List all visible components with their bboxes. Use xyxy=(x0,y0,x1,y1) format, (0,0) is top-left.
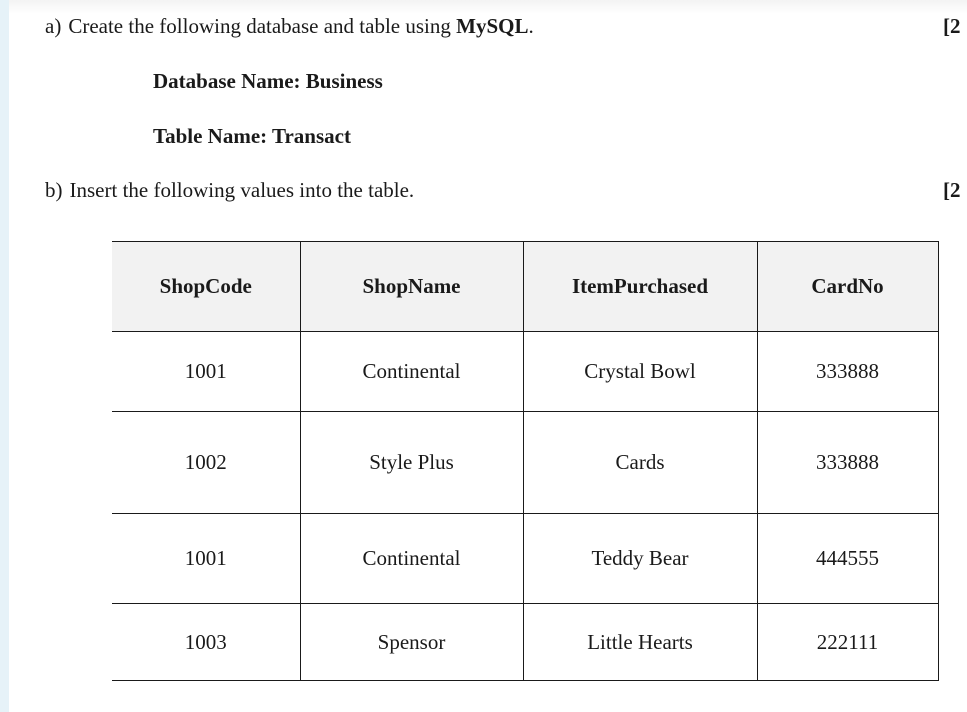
question-b-line xyxy=(45,178,414,203)
cell-shopname: Style Plus xyxy=(300,412,523,514)
table-name-line: Table Name: Transact xyxy=(153,124,351,148)
table-row xyxy=(112,332,938,412)
question-b-marker: b) xyxy=(45,178,63,202)
cell-shopcode: 1002 xyxy=(112,412,300,514)
table-row xyxy=(112,514,938,604)
cell-itempurchased: Cards xyxy=(523,412,757,514)
cell-shopname: Continental xyxy=(300,514,523,604)
cell-itempurchased: Crystal Bowl xyxy=(523,332,757,412)
question-a-text: Create the following database and table using xyxy=(68,14,451,38)
left-margin-strip xyxy=(0,0,9,712)
question-a-marker: a) xyxy=(45,14,62,38)
table-header-row xyxy=(112,242,938,332)
cell-shopname: Continental xyxy=(300,332,523,412)
table-row xyxy=(112,604,938,681)
header-cardno: CardNo xyxy=(757,242,938,332)
question-a-line xyxy=(45,14,534,39)
cell-itempurchased: Teddy Bear xyxy=(523,514,757,604)
question-a-marks: [2 xyxy=(943,14,961,38)
cell-shopcode: 1001 xyxy=(112,332,300,412)
database-name-line: Database Name: Business xyxy=(153,69,383,93)
question-a-bold-term: MySQL xyxy=(456,14,529,38)
question-a-end: . xyxy=(528,14,534,38)
cell-shopcode: 1001 xyxy=(112,514,300,604)
question-b-text: Insert the following values into the table. xyxy=(69,178,415,202)
cell-shopcode: 1003 xyxy=(112,604,300,681)
transact-table xyxy=(112,241,939,681)
question-b-marks: [2 xyxy=(943,178,961,202)
top-page-edge xyxy=(9,0,967,14)
header-shopname: ShopName xyxy=(300,242,523,332)
cell-itempurchased: Little Hearts xyxy=(523,604,757,681)
header-itempurchased: ItemPurchased xyxy=(523,242,757,332)
table-row xyxy=(112,412,938,514)
header-shopcode: ShopCode xyxy=(112,242,300,332)
cell-cardno: 333888 xyxy=(757,412,938,514)
cell-cardno: 333888 xyxy=(757,332,938,412)
cell-cardno: 444555 xyxy=(757,514,938,604)
cell-shopname: Spensor xyxy=(300,604,523,681)
cell-cardno: 222111 xyxy=(757,604,938,681)
